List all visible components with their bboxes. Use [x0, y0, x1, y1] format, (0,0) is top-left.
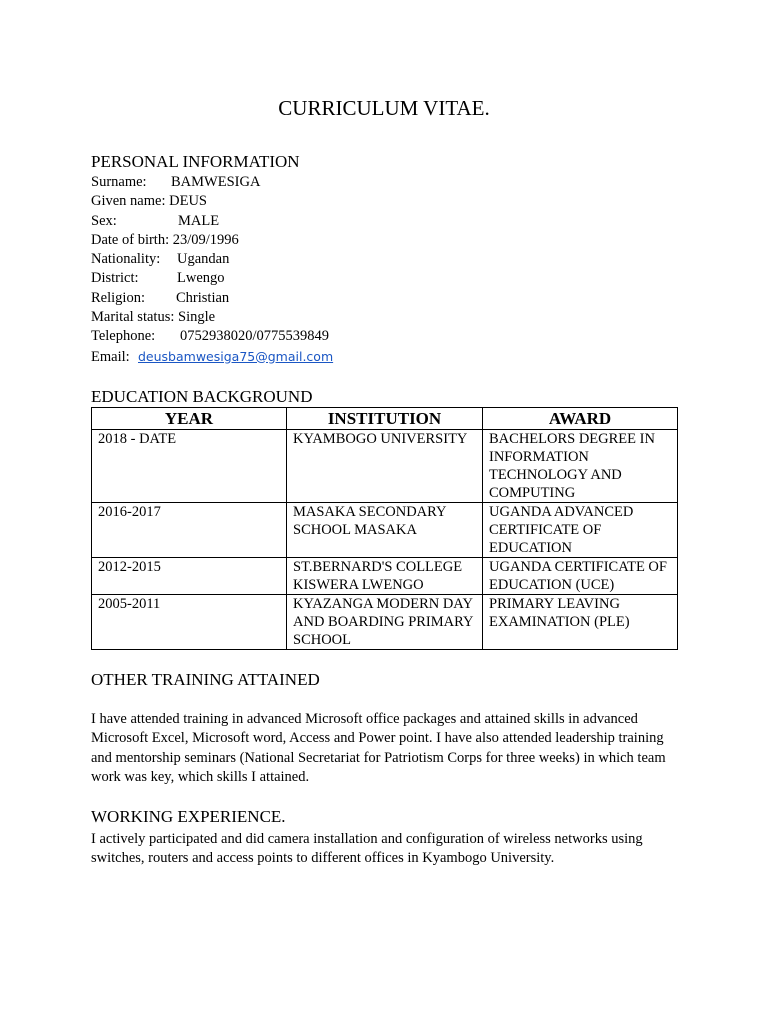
institution-cell: KYAMBOGO UNIVERSITY — [287, 430, 483, 503]
dob-row — [91, 231, 333, 250]
dob-value: 23/09/1996 — [172, 231, 239, 248]
surname-row — [91, 173, 333, 192]
religion-value: Christian — [176, 289, 230, 306]
year-column-header: YEAR — [92, 408, 287, 430]
given-name-value: DEUS — [169, 193, 207, 210]
dob-label: Date of birth: — [91, 231, 170, 248]
marital-status-value: Single — [178, 309, 216, 326]
marital-status-row — [91, 308, 333, 327]
table-row — [92, 558, 678, 595]
education-heading: EDUCATION BACKGROUND — [91, 387, 313, 406]
experience-paragraph: I actively participated and did camera installation and configuration of wireless networks using switches, routers and access points to different offices in Kyambogo University. — [91, 831, 643, 867]
telephone-row — [91, 327, 333, 346]
personal-info-heading: PERSONAL INFORMATION — [91, 152, 300, 171]
table-row — [92, 595, 678, 650]
nationality-value: Ugandan — [177, 251, 230, 268]
nationality-label: Nationality: — [91, 251, 161, 268]
award-column-header: AWARD — [483, 408, 678, 430]
institution-cell: KYAZANGA MODERN DAY AND BOARDING PRIMARY SCHOOL — [287, 595, 483, 650]
sex-row — [91, 212, 333, 231]
religion-label: Religion: — [91, 289, 145, 306]
year-cell: 2016-2017 — [92, 503, 287, 558]
given-name-label: Given name: — [91, 193, 166, 210]
award-cell: UGANDA CERTIFICATE OF EDUCATION (UCE) — [483, 558, 678, 595]
table-row — [92, 503, 678, 558]
district-label: District: — [91, 270, 139, 287]
district-value: Lwengo — [177, 270, 225, 287]
telephone-label: Telephone: — [91, 328, 156, 345]
institution-cell: ST.BERNARD'S COLLEGE KISWERA LWENGO — [287, 558, 483, 595]
education-table — [91, 407, 678, 650]
religion-row — [91, 289, 333, 308]
personal-info-list — [91, 173, 333, 366]
award-cell: PRIMARY LEAVING EXAMINATION (PLE) — [483, 595, 678, 650]
training-heading: OTHER TRAINING ATTAINED — [91, 670, 320, 689]
email-label: Email: — [91, 348, 130, 365]
institution-cell: MASAKA SECONDARY SCHOOL MASAKA — [287, 503, 483, 558]
table-header-row — [92, 408, 678, 430]
document-title: CURRICULUM VITAE. — [278, 96, 490, 120]
table-row — [92, 430, 678, 503]
email-link[interactable]: deusbamwesiga75@gmail.com — [138, 348, 334, 364]
surname-value: BAMWESIGA — [171, 174, 261, 190]
nationality-row — [91, 250, 333, 269]
given-name-row — [91, 192, 333, 211]
surname-label: Surname: — [91, 174, 147, 190]
experience-heading: WORKING EXPERIENCE. — [91, 807, 286, 826]
award-cell: UGANDA ADVANCED CERTIFICATE OF EDUCATION — [483, 503, 678, 558]
email-row — [91, 347, 333, 366]
district-row — [91, 269, 333, 288]
year-cell: 2012-2015 — [92, 558, 287, 595]
year-cell: 2005-2011 — [92, 595, 287, 650]
sex-value: MALE — [178, 212, 220, 229]
sex-label: Sex: — [91, 212, 117, 229]
marital-status-label: Marital status: — [91, 309, 175, 326]
telephone-value: 0752938020/0775539849 — [180, 328, 330, 345]
award-cell: BACHELORS DEGREE IN INFORMATION TECHNOLOGY AND COMPUTING — [483, 430, 678, 503]
year-cell: 2018 - DATE — [92, 430, 287, 503]
training-paragraph: I have attended training in advanced Microsoft office packages and attained skills in advanced Microsoft Excel, Microsoft word, Access and Power point. I have also attended leadership training and mentorship seminars (National Secretariat for Patriotism Corps for three weeks) in which team work was key, which skills I attained. — [91, 711, 666, 785]
institution-column-header: INSTITUTION — [287, 408, 483, 430]
